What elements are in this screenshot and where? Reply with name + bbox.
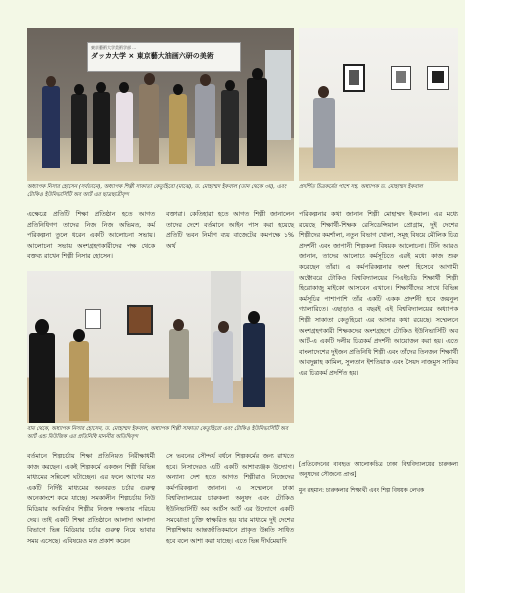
gallery-photo bbox=[27, 271, 294, 423]
caption-group-photo: অধ্যাপক নিসার হোসেন (সর্বডানে), অধ্যাপক শিল্পী সাকাতা কেতুহিরো (মাঝে), ড. মোহাম্মদ ইকবাল (ডান থেকে ৩য়), এবং টোকিও ইউনিভার্সিটি অব আর্ট এর ছাত্রছাত্রীবৃন্দ bbox=[27, 184, 287, 198]
person bbox=[169, 94, 187, 164]
author-note: মুন রহমান: চারুকলার শিক্ষার্থী এবং শিল্প বিষয়ক লেখক bbox=[299, 488, 424, 494]
photo-banner-line1: 東京藝術大学美術学部 ... bbox=[91, 45, 137, 50]
window bbox=[265, 50, 291, 140]
paragraph-right: পরিকল্পনার কথা জানান শিল্পী মোহাম্মদ ইকবাল। এর মধ্যে রয়েছে শিক্ষার্থী-শিক্ষক রেসিডেন্সিয়াল প্রোগ্রাম, দুই দেশের শিল্পীদের কমর্শালা, নতুন বিভাগ খোলা, সমূহ বিষয়ে মৌলিক চিত্র প্রদর্শনী এবং জাপানী শিল্পকলা বিষয়ক আলোচনা। টিনি আরও জানান, তাদের আলোচ্য কর্মসূচিতে এরই মধ্যে কাজ শুরু করেছেন তাঁরা। এ কর্মপরিকল্পনার অংশ হিসেবে আগামী অক্টোবরে টোকিও বিশ্ববিদ্যালয়ের পিএইচডি শিক্ষার্থী শিল্পী হিরোকাজু মাইকো আসবেন এখানে। শিক্ষার্থীদের সাথে বিভিন্ন কর্মসূচির পাশাপাশি তাঁর একটি একক প্রদর্শনী হবে জয়নুল গ্যালারিতে। এছাড়াও এ বছরই এই বিশ্ববিদ্যালয়ের অধ্যাপক শিল্পী সাকাতা কেতুহিরো এর আসার কথা রয়েছে। সম্মেলনে অংশগ্রহণকারী শিক্ষকদের অংশগ্রহণে টোকিও ইউনিভার্সিটি অব আর্ট-এ একটি দলীয় চিত্রকর্ম প্রদর্শনী আয়োজন করা হয়। এতে বাংলাদেশের দুইজন প্রতিনিধি শিল্পী এবং তাঁদের তিনজন শিক্ষার্থী আবদুল্লাহ কামিল, সুলতান ইশতিয়াক এবং সৈয়দ নাজমুস সাকিব এর চিত্রকর্ম প্রদর্শিত হয়। bbox=[299, 211, 458, 377]
person-head bbox=[119, 82, 129, 93]
caption-exhibition-photo: প্রদর্শিত চিত্রকর্মের পাশে সহ. অধ্যাপক ড. মোহাম্মদ ইকবাল bbox=[299, 184, 423, 190]
person bbox=[116, 92, 133, 162]
group-photo bbox=[27, 28, 294, 181]
paragraph-mid-center: বক্তারা। কেতিহারা হতে আগত শিল্পী জানালেন তাদের দেশে বর্তমানে আইন পাস করা হয়েছে প্রতিটি ভবন নির্মাণ ব্যয় বাজেটের কমপক্ষে ১% অর্থ bbox=[166, 211, 294, 250]
person-head bbox=[46, 76, 56, 87]
person-head bbox=[35, 319, 49, 335]
person bbox=[169, 329, 189, 399]
photo-banner bbox=[87, 42, 241, 72]
exhibition-photo bbox=[299, 28, 458, 181]
person bbox=[313, 98, 335, 168]
person bbox=[221, 90, 239, 164]
paragraph-bottom-center: সে ভবনের সৌন্দর্য বর্ধনে শিল্পকর্মের জন্য রাখতে হবে। নিসাদেরও এটি একটি আশাব্যঞ্জক উদ্যোগ। অন্যান্য দেশ হতে আগত শিল্পীরাও নিজেদের কর্মপরিকল্পনা জানান। এ সম্মেলনে ঢাকা বিশ্ববিদ্যালয়ের চারুকলা অনুষদ এবং টোকিও ইউনিভার্সিটি অব আর্টস আর্ট এর উদ্যোগে একটি সমঝোতা চুক্তি স্বাক্ষরিত হয় যার মাধ্যমে দুই দেশের শিল্পশিক্ষায় আন্তর্জাতিকমানে প্রাকৃত উন্নতি সাধিত হবে বলে আশা করা যাচ্ছে। এতে ভিন্ন দীর্ঘমেয়াদি bbox=[166, 453, 294, 545]
person-head bbox=[74, 84, 84, 95]
person-head bbox=[318, 86, 329, 98]
person bbox=[243, 323, 265, 407]
artwork-frame bbox=[427, 66, 449, 90]
paragraph-bottom-left: বর্তমানে শিল্পচর্চায় শিক্ষা প্রতিনিয়ত নিরীক্ষাধর্মী কাজ করছেন। একই শিল্পকর্মে একজন শিল্পী বিভিন্ন মাধ্যমের সন্নিবেশ ঘটাচ্ছেন। এর ফলে আগের মত একটি নির্দিষ্ট মাধ্যমের অনবরত চর্চার গুরুত্ব অনেকাংশে কমে যাচ্ছে। সমকালীন শিল্পচর্চায় নিউ মিডিয়ার আবির্ভাব শিল্পীর নিজস্ব দক্ষতার পরিচয় দেয়। তাই একটি শিক্ষা প্রতিষ্ঠানে আলাদা আলাদা বিভাগে ভিন্ন মিডিয়ার চর্চার গুরুত্ব নিয়ে ভাবার সময় এসেছে। এবিষয়েও মত প্রকাশ করেন bbox=[27, 453, 155, 545]
person bbox=[247, 78, 267, 166]
paragraph-mid-left: এক্ষেত্রে প্রতিটি শিক্ষা প্রতিষ্ঠান হতে আগত প্রতিনিধিগণ তাদের নিজ নিজ অভিমত, কর্ম পরিকল্পনা তুলে ধরেন একটি আলোচনা সভায়। আলোচনা সভায় অংশগ্রহণকারীদের পক্ষ থেকে বক্তব্য রাখেন শিল্পী নিসার হোসেন। bbox=[27, 211, 155, 261]
photo-banner-line2: ダッカ大学 × 東京藝大油画六研の美術 bbox=[91, 52, 214, 60]
person-head bbox=[225, 80, 235, 91]
person bbox=[213, 331, 233, 403]
person-head bbox=[173, 319, 184, 331]
person-head bbox=[218, 321, 229, 333]
person bbox=[42, 86, 60, 168]
artwork-frame bbox=[127, 305, 153, 335]
person-head bbox=[248, 311, 260, 324]
person-head bbox=[73, 329, 85, 342]
artwork-frame bbox=[391, 66, 411, 90]
person bbox=[29, 333, 55, 423]
artwork-frame bbox=[343, 64, 365, 92]
person bbox=[195, 84, 215, 166]
caption-gallery-photo: বাম থেকে, অধ্যাপক নিসার হোসেন, ড. মোহাম্মদ ইকবাল, অধ্যাপক শিল্পী সাকাতা কেতুহিরো এবং টোকিও ইউনিভার্সিটি অব আর্ট এন্ড মিউজিক এর প্রতিনিধি মাননীয় অতিথিবৃন্দ bbox=[27, 426, 288, 440]
person-head bbox=[173, 84, 183, 95]
artwork-frame bbox=[85, 309, 101, 329]
person-head bbox=[144, 73, 155, 85]
person-head bbox=[200, 74, 211, 86]
person bbox=[93, 92, 110, 164]
person-head bbox=[96, 82, 106, 93]
photo-credit-note: [প্রতিবেদনের ব্যবহৃত আলোকচিত্র ঢাকা বিশ্ববিদ্যালয়ের চারুকলা অনুষদের সৌজন্যে প্রাপ্ত] bbox=[299, 462, 458, 478]
person bbox=[71, 94, 87, 164]
person-head bbox=[252, 68, 263, 80]
person bbox=[139, 84, 159, 164]
person bbox=[69, 341, 89, 421]
